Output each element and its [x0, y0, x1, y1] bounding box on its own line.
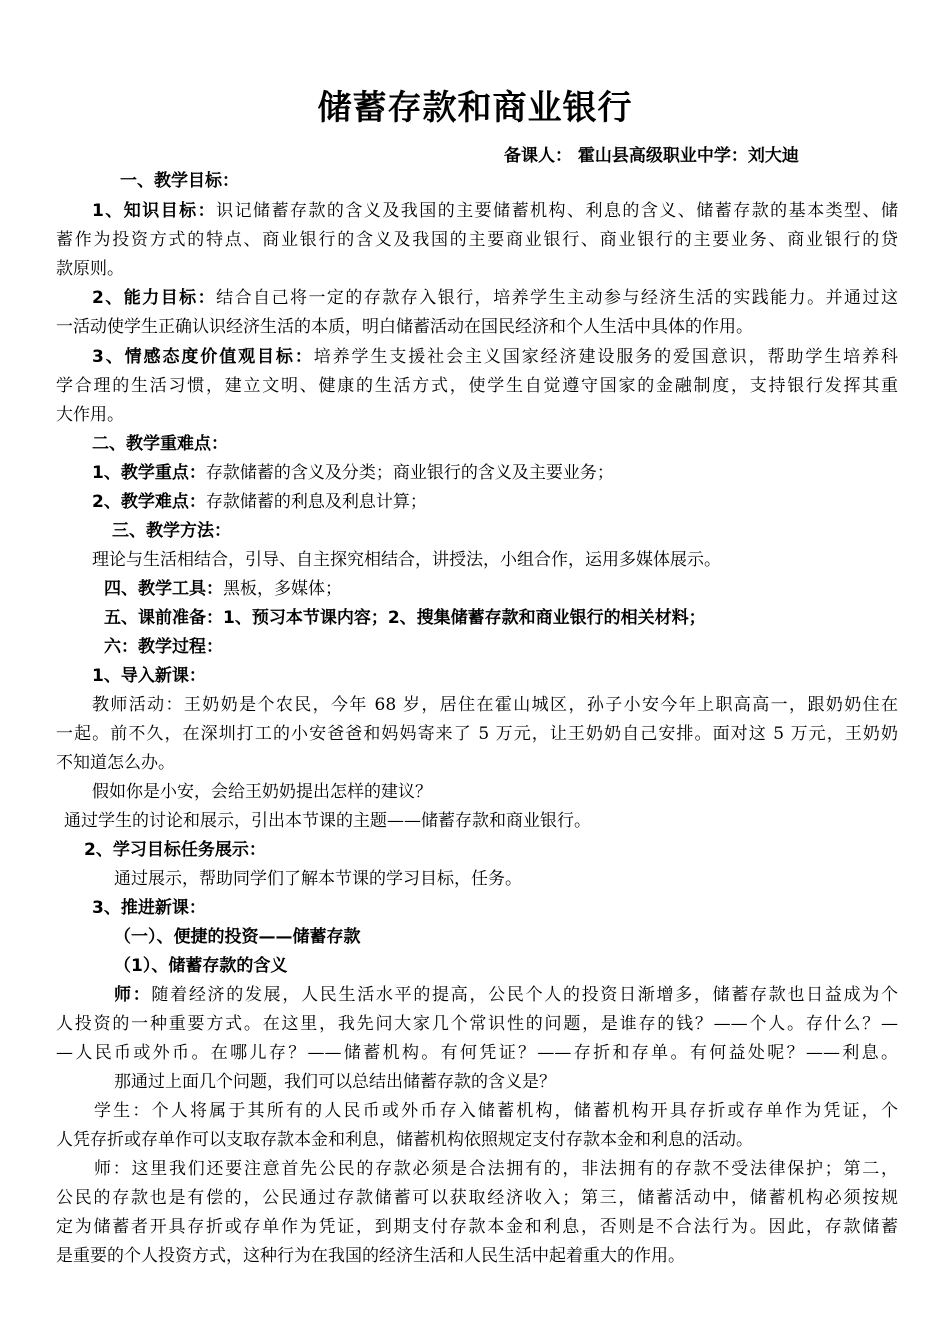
knowledge-goal-text: 识记储蓄存款的含义及我国的主要储蓄机构、利息的含义、储蓄存款的基本类型、储 [216, 201, 898, 221]
ability-goal-label: 2、能力目标： [92, 288, 217, 308]
difficult-point-line [92, 489, 934, 516]
teacher-activity-line-3: 不知道怎么办。 [56, 753, 175, 773]
teacher2-line-2: 公民的存款也是有偿的，公民通过存款储蓄可以获取经济收入；第三，储蓄活动中，储蓄机构必须按规 [56, 1188, 898, 1208]
heading-section-1: （一）、便捷的投资——储蓄存款 [114, 927, 361, 947]
author-line: 备课人： 霍山县高级职业中学：刘大迪 [504, 146, 799, 166]
heading-goals-display: 2、学习目标任务展示： [84, 840, 266, 860]
pre-class-preparation: 五、课前准备：1、预习本节课内容；2、搜集储蓄存款和商业银行的相关材料； [104, 608, 706, 628]
emotion-goal-text: 培养学生支援社会主义国家经济建设服务的爱国意识，帮助学生培养科 [313, 347, 898, 367]
student-line-2: 人凭存折或存单作可以支取存款本金和利息，储蓄机构依照规定支付存款本金和利息的活动。 [56, 1130, 753, 1150]
teaching-tools-line [104, 576, 946, 603]
question-suggestion: 假如你是小安，会给王奶奶提出怎样的建议？ [92, 782, 432, 802]
heading-section-1-1: （1）、储蓄存款的含义 [114, 956, 288, 976]
discussion-summary: 通过学生的讨论和展示，引出本节课的主题——储蓄存款和商业银行。 [64, 811, 591, 831]
heading-new-lesson: 3、推进新课： [92, 898, 206, 918]
heading-key-points: 二、教学重难点： [92, 434, 228, 454]
difficult-point-text: 存款储蓄的利息及利息计算； [205, 492, 427, 512]
key-point-text: 存款储蓄的含义及分类；商业银行的含义及主要业务； [205, 463, 614, 483]
student-line-1: 学生：个人将属于其所有的人民币或外币存入储蓄机构，储蓄机构开具存折或存单作为凭证，个 [94, 1101, 898, 1121]
teacher-line-3: —人民币或外币。在哪儿存？——储蓄机构。有何凭证？——存折和存单。有何益处呢？——利息。 [56, 1043, 898, 1063]
heading-teaching-method: 三、教学方法： [112, 521, 231, 541]
knowledge-goal-line-1 [92, 198, 898, 225]
knowledge-goal-line-2: 蓄作为投资方式的特点、商业银行的含义及我国的主要商业银行、商业银行的主要业务、商业银行的贷 [56, 230, 898, 250]
goals-display-text: 通过展示，帮助同学们了解本节课的学习目标，任务。 [114, 869, 522, 889]
teacher-line-1 [114, 982, 898, 1009]
teacher2-line-3: 定为储蓄者开具存折或存单作为凭证，到期支付存款本金和利息，否则是不合法行为。因此，存款储蓄 [56, 1217, 898, 1237]
heading-introduction: 1、导入新课： [92, 666, 206, 686]
emotion-goal-line-3: 大作用。 [56, 405, 124, 425]
teacher-activity-line-2: 一起。前不久，在深圳打工的小安爸爸和妈妈寄来了 5 万元，让王奶奶自己安排。面对这 5 万元，王奶奶 [56, 724, 898, 744]
ability-goal-text: 结合自己将一定的存款存入银行，培养学生主动参与经济生活的实践能力。并通过这 [216, 288, 898, 308]
heading-teaching-process: 六：教学过程： [104, 637, 223, 657]
teacher2-line-4: 是重要的个人投资方式，这种行为在我国的经济生活和人民生活中起着重大的作用。 [56, 1246, 685, 1266]
summary-question: 那通过上面几个问题，我们可以总结出储蓄存款的含义是？ [114, 1072, 556, 1092]
teacher-text: 随着经济的发展，人民生活水平的提高，公民个人的投资日渐增多，储蓄存款也日益成为个 [151, 985, 898, 1005]
emotion-goal-label: 3、情感态度价值观目标： [92, 347, 314, 367]
document-title: 储蓄存款和商业银行 [317, 88, 633, 128]
knowledge-goal-line-3: 款原则。 [56, 259, 124, 279]
teaching-tools-text: 黑板，多媒体； [223, 579, 342, 599]
emotion-goal-line-2: 学合理的生活习惯，建立文明、健康的生活方式，使学生自觉遵守国家的金融制度，支持银行发挥其重 [56, 376, 898, 396]
teacher-activity-line-1: 教师活动：王奶奶是个农民，今年 68 岁，居住在霍山城区，孙子小安今年上职高高一，跟奶奶住在 [92, 695, 898, 715]
ability-goal-line-2: 一活动使学生正确认识经济生活的本质，明白储蓄活动在国民经济和个人生活中具体的作用。 [56, 317, 753, 337]
difficult-point-label: 2、教学难点： [92, 492, 206, 512]
teacher-label: 师： [114, 985, 152, 1005]
teaching-tools-label: 四、教学工具： [104, 579, 223, 599]
teacher-line-2: 人投资的一种重要方式。在这里，我先问大家几个常识性的问题，是谁存的钱？——个人。存什么？— [56, 1014, 898, 1034]
key-point-label: 1、教学重点： [92, 463, 206, 483]
emotion-goal-line-1 [92, 344, 898, 371]
key-point-line [92, 460, 934, 487]
teacher2-line-1: 师：这里我们还要注意首先公民的存款必须是合法拥有的，非法拥有的存款不受法律保护；第二， [94, 1159, 898, 1179]
ability-goal-line-1 [92, 285, 898, 312]
knowledge-goal-label: 1、知识目标： [92, 201, 217, 221]
teaching-method-text: 理论与生活相结合，引导、自主探究相结合，讲授法，小组合作，运用多媒体展示。 [92, 550, 721, 570]
heading-teaching-goals: 一、教学目标： [120, 171, 239, 191]
